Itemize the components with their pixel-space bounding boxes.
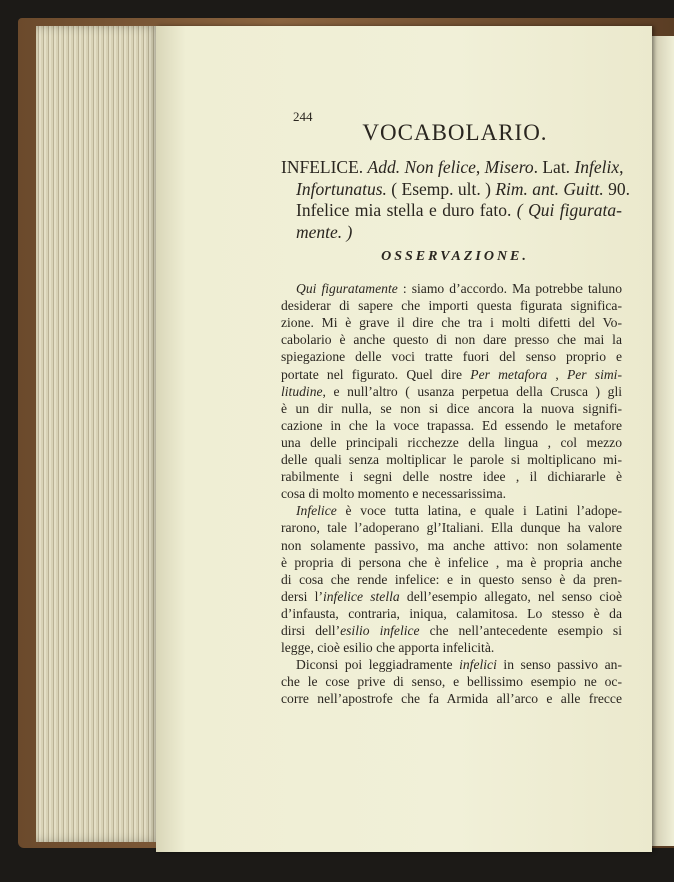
italic-text: infelice stella bbox=[322, 588, 400, 604]
text-segment: ( Esemp. ult. ) bbox=[386, 178, 496, 199]
italic-text: Qui figuratamente bbox=[296, 281, 398, 296]
text-segment: , bbox=[475, 157, 485, 177]
italic-text: Infelice bbox=[296, 503, 337, 519]
text-segment: , bbox=[547, 366, 567, 382]
text-segment: delle quali senza moltiplicar le parole si moltiplicano mi- bbox=[281, 452, 622, 467]
text-segment: . Lat. bbox=[533, 157, 575, 177]
text-segment: Infelice mia stella e duro fato. bbox=[296, 200, 517, 221]
italic-text: mente. ) bbox=[296, 222, 353, 243]
page-number: 244 bbox=[293, 109, 313, 124]
text-segment: che nell’antecedente esempio si bbox=[419, 623, 622, 638]
text-segment: corre nell’apostrofe che fa Armida all’arco e alle frecce bbox=[281, 691, 622, 707]
text-line bbox=[296, 178, 630, 200]
text-line bbox=[281, 538, 622, 554]
text-segment: portate nel figurato. Quel dire bbox=[281, 366, 471, 382]
italic-text: litudine bbox=[281, 383, 323, 399]
text-line bbox=[296, 200, 622, 221]
italic-text: Add. Non felice bbox=[367, 157, 476, 177]
italic-text: Infortunatus. bbox=[296, 178, 387, 199]
text-segment: non solamente passivo, ma anche attivo: non solamente bbox=[281, 537, 622, 553]
text-segment: una delle principali ricchezze della lingua , col mezzo bbox=[281, 434, 622, 450]
text-segment: è un dir nulla, se non si dice ancora la nuova signifi- bbox=[281, 400, 622, 416]
text-segment: d’infausta, contraria, iniqua, calamitosa. Lo stesso è da bbox=[281, 605, 622, 621]
text-line bbox=[281, 555, 622, 571]
italic-text: Per metafora bbox=[470, 366, 548, 382]
text-segment: è voce tutta latina, e quale i Latini l’adope- bbox=[336, 503, 622, 519]
text-segment: cazione in che la voce trapassa. Ed essendo le metafore bbox=[281, 417, 622, 433]
text-segment: : siamo d’accordo. Ma potrebbe taluno bbox=[397, 281, 622, 296]
text-line bbox=[281, 452, 622, 468]
text-segment: desiderar di sapere che importi questa figurata significa- bbox=[281, 298, 622, 314]
italic-text: Rim. ant. Guitt. bbox=[495, 178, 604, 199]
text-segment: Diconsi poi leggiadramente bbox=[296, 657, 460, 673]
italic-text: Misero bbox=[484, 157, 534, 177]
text-segment: cabolario è anche questo di non dare presso che mai la bbox=[281, 332, 622, 348]
text-segment: cosa di molto momento e necessarissima. bbox=[281, 486, 507, 502]
text-segment: di cosa che rende infelice: e in questo senso è da pren- bbox=[281, 571, 622, 587]
italic-text: Per simi- bbox=[566, 366, 622, 382]
text-line bbox=[281, 349, 622, 365]
text-line bbox=[296, 281, 622, 297]
text-segment: legge, cioè esilio che apporta infelicità. bbox=[281, 640, 495, 656]
text-line bbox=[281, 674, 622, 690]
text-line bbox=[281, 589, 622, 605]
text-line bbox=[281, 435, 622, 451]
page-title: VOCABOLARIO. bbox=[362, 120, 548, 145]
text-segment: zione. Mi è grave il dire che tra i molti difetti del Vo- bbox=[281, 315, 622, 331]
text-line bbox=[281, 623, 622, 639]
text-segment: , bbox=[619, 157, 624, 177]
text-segment: 90. bbox=[603, 178, 630, 199]
section-heading: OSSERVAZIONE. bbox=[381, 249, 529, 264]
italic-text: esilio infelice bbox=[340, 623, 420, 638]
text-line bbox=[281, 640, 622, 656]
text-segment: è propria di persona che è infelice , ma è propria anche bbox=[281, 554, 622, 570]
italic-text: ( Qui figurata- bbox=[516, 200, 622, 221]
text-segment: dell’esempio allegato, nel senso cioè bbox=[399, 588, 622, 604]
text-line bbox=[281, 298, 622, 314]
page-edges bbox=[36, 26, 160, 842]
text-line bbox=[296, 222, 622, 243]
text-line bbox=[281, 367, 622, 383]
text-line bbox=[281, 384, 622, 400]
text-line bbox=[281, 332, 622, 348]
text-line bbox=[281, 418, 622, 434]
italic-text: Infelix bbox=[574, 157, 620, 177]
text-segment: spiegazione delle voci tratte fuori del senso proprio e bbox=[281, 349, 622, 365]
text-line bbox=[281, 401, 622, 417]
text-line bbox=[281, 469, 622, 485]
text-segment: in senso passivo an- bbox=[496, 657, 622, 673]
text-line bbox=[296, 503, 622, 519]
italic-text: infelici bbox=[459, 657, 497, 673]
text-segment: dersi l’ bbox=[281, 588, 323, 604]
text-segment: rabilmente i segni delle nostre idee , il dichiararle è bbox=[281, 469, 622, 485]
text-line bbox=[281, 157, 622, 178]
facing-page-edge bbox=[652, 36, 674, 846]
text-segment: , e null’altro ( usanza perpetua della Crusca ) gli bbox=[322, 383, 622, 399]
text-line bbox=[296, 657, 622, 673]
text-line bbox=[281, 315, 622, 331]
text-line bbox=[281, 606, 622, 622]
text-line bbox=[281, 572, 622, 588]
text-segment: rarono, tale l’adoperano gl’Italiani. Ella dunque ha valore bbox=[281, 520, 622, 536]
text-line bbox=[281, 520, 622, 536]
text-segment: INFELICE. bbox=[281, 157, 368, 177]
text-line bbox=[281, 486, 622, 502]
text-segment: dirsi dell’ bbox=[281, 623, 341, 638]
text-segment: che le cose prive di senso, e bellissimo esempio ne oc- bbox=[281, 674, 622, 690]
text-line bbox=[281, 691, 622, 707]
